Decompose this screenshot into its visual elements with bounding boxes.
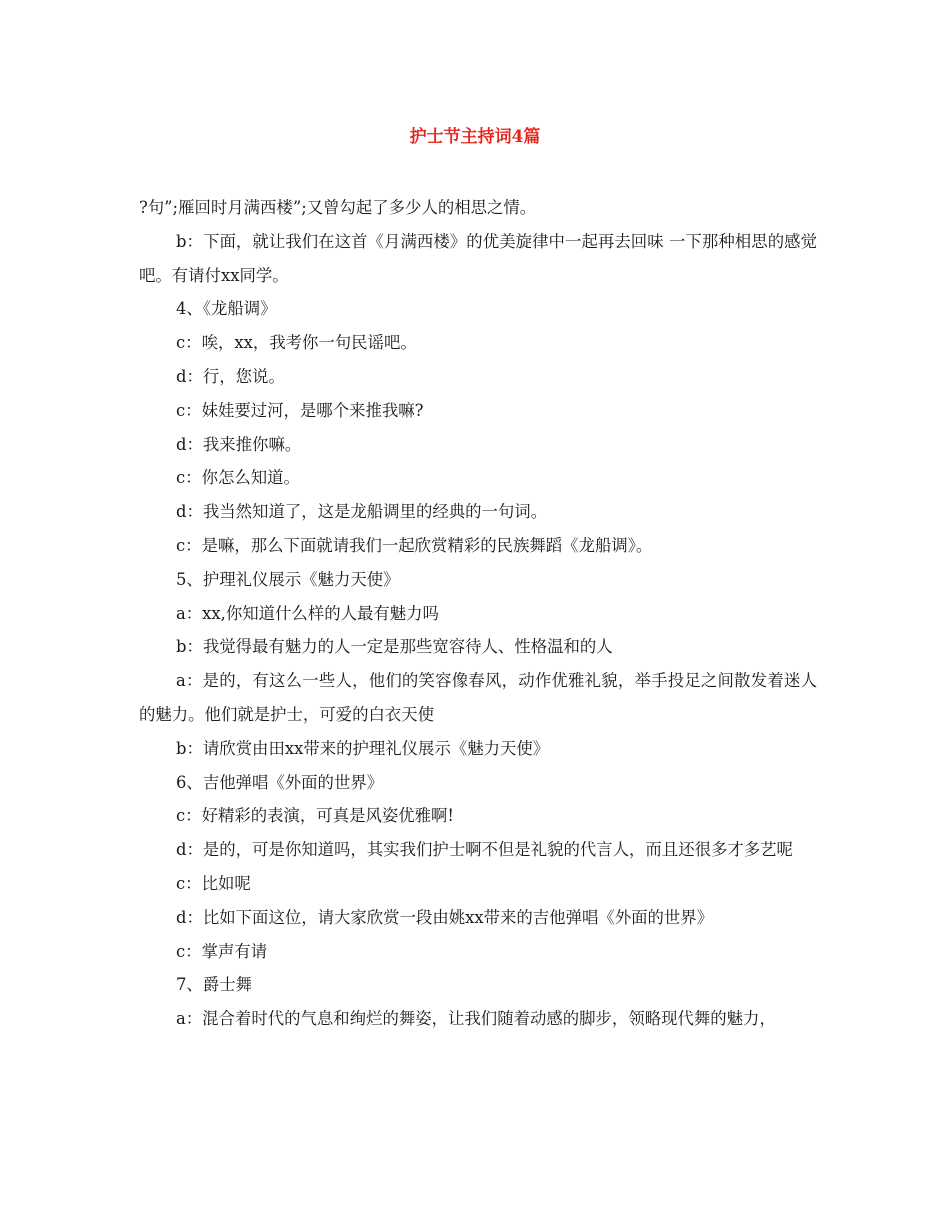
paragraph-23: a：混合着时代的气息和绚烂的舞姿，让我们随着动感的脚步，领略现代舞的魅力， [176, 1009, 776, 1029]
paragraph-6: c：妹娃要过河，是哪个来推我嘛? [176, 400, 424, 420]
document-title: 护士节主持词4篇 [409, 127, 541, 147]
paragraph-1: ?句”;雁回时月满西楼”;又曾勾起了多少人的相思之情。 [139, 198, 537, 217]
paragraph-2: b：下面，就让我们在这首《月满西楼》的优美旋律中一起再去回味 一下那种相思的感觉吧。有请付xx同学。 [139, 231, 817, 285]
section-heading-5: 5、护理礼仪展示《魅力天使》 [176, 569, 400, 589]
paragraph-14: a：是的，有这么一些人，他们的笑容像春风，动作优雅礼貌，举手投足之间散发着迷人的魅力。他们就是护士，可爱的白衣天使 [139, 671, 817, 724]
section-heading-6: 6、吉他弹唱《外面的世界》 [176, 772, 384, 792]
paragraph-8: c：你怎么知道。 [176, 468, 300, 488]
paragraph-12: a：xx,你知道什么样的人最有魅力吗 [176, 603, 439, 623]
paragraph-13: b：我觉得最有魅力的人一定是那些宽容待人、性格温和的人 [176, 637, 613, 657]
section-heading-4: 4、《龙船调》 [176, 299, 277, 319]
paragraph-15: b：请欣赏由田xx带来的护理礼仪展示《魅力天使》 [176, 738, 550, 758]
document-body [139, 191, 817, 1036]
paragraph-21: c：掌声有请 [176, 941, 268, 961]
section-heading-7: 7、爵士舞 [176, 975, 252, 995]
paragraph-18: d：是的，可是你知道吗，其实我们护士啊不但是礼貌的代言人，而且还很多才多艺呢 [176, 840, 793, 860]
paragraph-20: d：比如下面这位，请大家欣赏一段由姚xx带来的吉他弹唱《外面的世界》 [176, 907, 714, 927]
paragraph-5: d：行，您说。 [176, 366, 285, 386]
paragraph-4: c：唉，xx，我考你一句民谣吧。 [176, 333, 417, 353]
paragraph-7: d：我来推你嘛。 [176, 434, 302, 454]
paragraph-10: c：是嘛，那么下面就请我们一起欣赏精彩的民族舞蹈《龙船调》。 [176, 535, 653, 555]
paragraph-9: d：我当然知道了，这是龙船调里的经典的一句词。 [176, 502, 548, 522]
paragraph-19: c：比如呢 [176, 873, 251, 893]
paragraph-17: c：好精彩的表演，可真是风姿优雅啊! [176, 806, 455, 826]
